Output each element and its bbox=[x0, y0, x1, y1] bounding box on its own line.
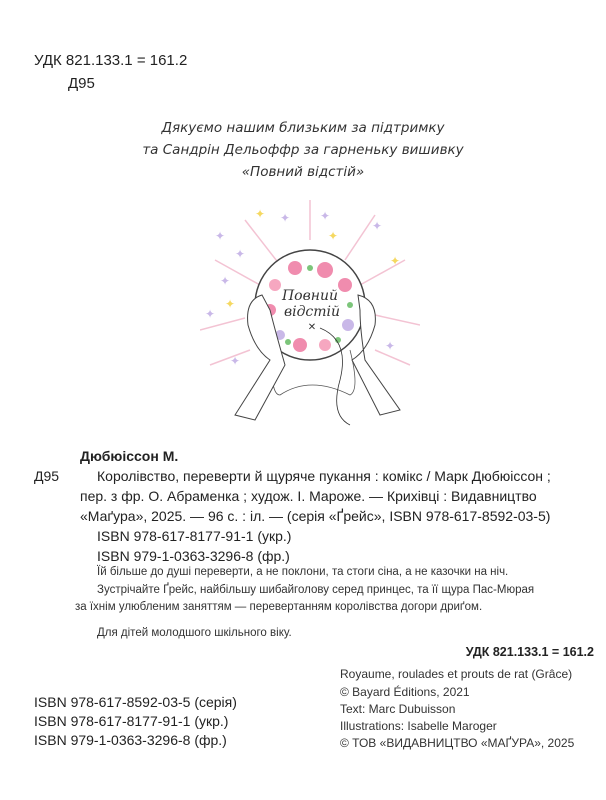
udk-code-bottom: УДК 821.133.1 = 161.2 bbox=[465, 645, 594, 659]
description-line-1: Їй більше до душі переверти, а не поклони, та стоги сіна, а не казочки на ніч. bbox=[97, 566, 509, 578]
description-line-3: за їхнім улюбленим заняттям — перевертанням королівства догори дриґом. bbox=[75, 601, 483, 613]
catalog-author: Дюбюіссон М. bbox=[80, 448, 179, 464]
svg-text:✦: ✦ bbox=[390, 254, 401, 268]
catalog-isbn-fr: ISBN 979-1-0363-3296-8 (фр.) bbox=[97, 548, 290, 564]
copyright-publisher: © ТОВ «ВИДАВНИЦТВО «МАҐУРА», 2025 bbox=[340, 736, 575, 750]
svg-text:✦: ✦ bbox=[372, 219, 383, 233]
text-credit: Text: Marc Dubuisson bbox=[340, 702, 456, 716]
original-title: Royaume, roulades et prouts de rat (Grâce) bbox=[340, 667, 573, 681]
svg-text:✦: ✦ bbox=[328, 229, 339, 243]
isbn-series: ISBN 978-617-8592-03-5 (серія) bbox=[34, 694, 237, 710]
svg-text:✦: ✦ bbox=[225, 297, 236, 311]
dedication-line-2: та Сандрін Дельоффр за гарненьку вишивку bbox=[142, 142, 464, 158]
copyright-bayard: © Bayard Éditions, 2021 bbox=[340, 685, 470, 699]
isbn-ukr: ISBN 978-617-8177-91-1 (укр.) bbox=[34, 713, 229, 729]
svg-text:✦: ✦ bbox=[280, 211, 291, 225]
embroidery-hoop-illustration bbox=[200, 200, 420, 430]
catalog-line-3: «Маґура», 2025. — 96 с. : іл. — (серія «Ґрейс», ISBN 978-617-8592-03-5) bbox=[80, 508, 551, 524]
svg-text:✦: ✦ bbox=[255, 207, 266, 221]
dedication-line-3: «Повний відстій» bbox=[241, 164, 365, 180]
embroidery-text-2: відстій bbox=[283, 304, 341, 320]
svg-text:✦: ✦ bbox=[320, 209, 331, 223]
svg-text:✦: ✦ bbox=[235, 247, 246, 261]
catalog-line-1: Королівство, переверти й щуряче пукання : комікс / Марк Дюбюіссон ; bbox=[97, 468, 551, 484]
author-mark-top: Д95 bbox=[68, 75, 95, 92]
description-line-2: Зустрічайте Ґрейс, найбільшу шибайголову серед принцес, та її щура Пас-Мюрая bbox=[97, 584, 535, 596]
udk-code-top: УДК 821.133.1 = 161.2 bbox=[34, 52, 188, 69]
embroidery-text-1: Повний bbox=[281, 288, 339, 304]
illustrations-credit: Illustrations: Isabelle Maroger bbox=[340, 719, 497, 733]
cross-stitch-icon: ✕ bbox=[307, 322, 317, 333]
svg-text:✦: ✦ bbox=[230, 354, 241, 368]
isbn-fr: ISBN 979-1-0363-3296-8 (фр.) bbox=[34, 732, 227, 748]
audience-note: Для дітей молодшого шкільного віку. bbox=[97, 627, 292, 639]
svg-text:✦: ✦ bbox=[385, 339, 396, 353]
catalog-code: Д95 bbox=[34, 468, 60, 484]
svg-text:✦: ✦ bbox=[220, 274, 231, 288]
svg-text:✦: ✦ bbox=[215, 229, 226, 243]
catalog-isbn-ukr: ISBN 978-617-8177-91-1 (укр.) bbox=[97, 528, 292, 544]
dedication-line-1: Дякуємо нашим близьким за підтримку bbox=[161, 120, 445, 136]
svg-text:✦: ✦ bbox=[205, 307, 216, 321]
catalog-line-2: пер. з фр. О. Абраменка ; худож. І. Мароже. — Крихівці : Видавництво bbox=[80, 488, 537, 504]
